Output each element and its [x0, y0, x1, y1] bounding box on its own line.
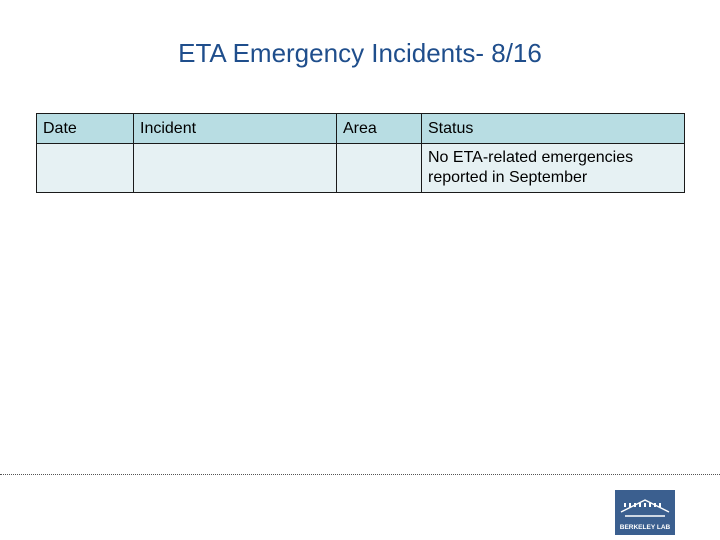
footer-divider — [0, 474, 720, 475]
table-header-row — [37, 114, 685, 144]
berkeley-lab-logo — [615, 490, 675, 535]
column-header-area: Area — [337, 114, 422, 144]
cell-status: No ETA-related emergencies reported in September — [422, 144, 685, 193]
cell-date — [37, 144, 134, 193]
cell-area — [337, 144, 422, 193]
svg-text:BERKELEY LAB: BERKELEY LAB — [619, 524, 671, 531]
column-header-date: Date — [37, 114, 134, 144]
column-header-status: Status — [422, 114, 685, 144]
column-header-incident: Incident — [134, 114, 337, 144]
table-row — [37, 144, 685, 193]
cell-incident — [134, 144, 337, 193]
incidents-table — [36, 113, 685, 193]
slide-title: ETA Emergency Incidents- 8/16 — [178, 38, 542, 68]
